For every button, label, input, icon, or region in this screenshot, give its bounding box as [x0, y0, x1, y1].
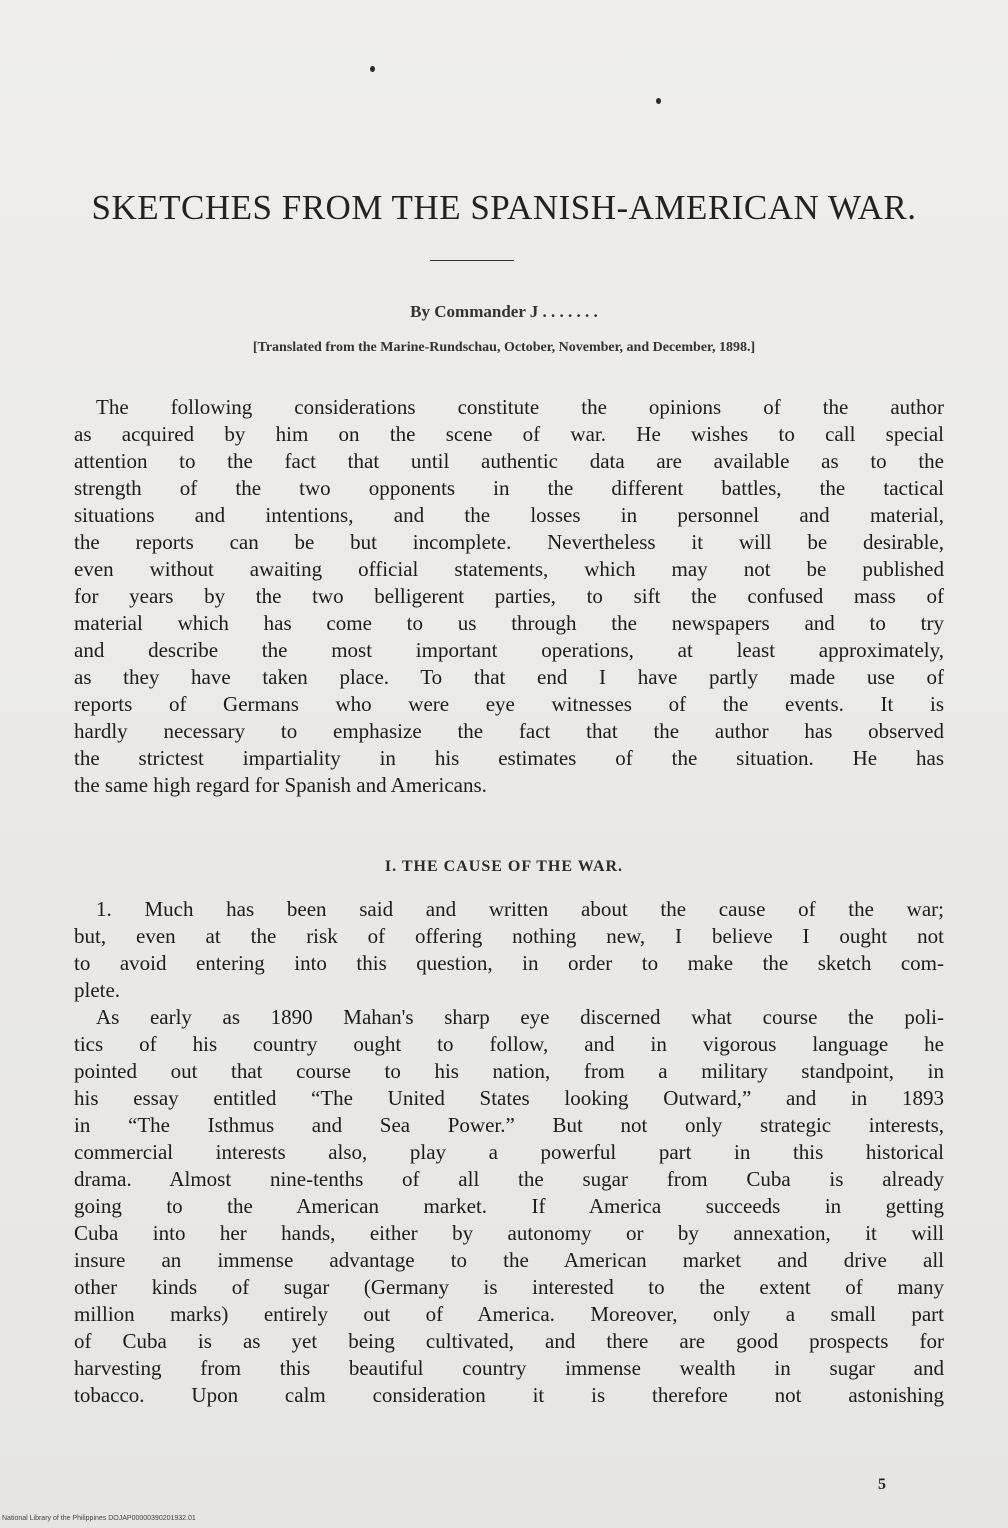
- text-line: tics of his country ought to follow, and in vigorous language he: [74, 1032, 944, 1056]
- text-line: even without awaiting official statements, which may not be published: [74, 557, 944, 581]
- text-line: tobacco. Upon calm consideration it is therefore not astonishing: [74, 1383, 944, 1407]
- title-divider: [430, 260, 514, 261]
- text-line: insure an immense advantage to the American market and drive all: [74, 1248, 944, 1272]
- section-body: [74, 896, 944, 1409]
- text-line: reports of Germans who were eye witnesses of the events. It is: [74, 692, 944, 716]
- text-line: The following considerations constitute the opinions of the author: [96, 395, 944, 419]
- text-line: but, even at the risk of offering nothing new, I believe I ought not: [74, 924, 944, 948]
- text-line: situations and intentions, and the losses in personnel and material,: [74, 503, 944, 527]
- text-line: pointed out that course to his nation, from a military standpoint, in: [74, 1059, 944, 1083]
- byline: By Commander J . . . . . . .: [410, 302, 598, 321]
- text-line: As early as 1890 Mahan's sharp eye discerned what course the poli-: [96, 1005, 944, 1029]
- ink-speck: [656, 98, 661, 104]
- intro-paragraph: [74, 394, 944, 799]
- text-line: the same high regard for Spanish and Americans.: [74, 773, 487, 797]
- text-line: commercial interests also, play a powerful part in this historical: [74, 1140, 944, 1164]
- text-line: to avoid entering into this question, in order to make the sketch com-: [74, 951, 944, 975]
- page-number: 5: [878, 1476, 886, 1493]
- text-line: going to the American market. If America succeeds in getting: [74, 1194, 944, 1218]
- text-line: 1. Much has been said and written about the cause of the war;: [96, 897, 944, 921]
- text-line: attention to the fact that until authentic data are available as to the: [74, 449, 944, 473]
- text-line: drama. Almost nine-tenths of all the sugar from Cuba is already: [74, 1167, 944, 1191]
- text-line: material which has come to us through the newspapers and to try: [74, 611, 944, 635]
- text-line: for years by the two belligerent parties, to sift the confused mass of: [74, 584, 944, 608]
- text-line: Cuba into her hands, either by autonomy or by annexation, it will: [74, 1221, 944, 1245]
- text-line: harvesting from this beautiful country immense wealth in sugar and: [74, 1356, 944, 1380]
- text-line: the reports can be but incomplete. Nevertheless it will be desirable,: [74, 530, 944, 554]
- text-line: million marks) entirely out of America. Moreover, only a small part: [74, 1302, 944, 1326]
- text-line: plete.: [74, 978, 121, 1002]
- ink-speck: [370, 66, 375, 72]
- text-line: as acquired by him on the scene of war. He wishes to call special: [74, 422, 944, 446]
- text-line: his essay entitled “The United States looking Outward,” and in 1893: [74, 1086, 944, 1110]
- text-line: of Cuba is as yet being cultivated, and there are good prospects for: [74, 1329, 944, 1353]
- library-footer: National Library of the Philippines DOJAP00000390201932.01: [2, 1515, 196, 1522]
- text-line: other kinds of sugar (Germany is interested to the extent of many: [74, 1275, 944, 1299]
- article-title: SKETCHES FROM THE SPANISH-AMERICAN WAR.: [91, 188, 917, 227]
- text-line: hardly necessary to emphasize the fact that the author has observed: [74, 719, 944, 743]
- text-line: the strictest impartiality in his estimates of the situation. He has: [74, 746, 944, 770]
- text-line: as they have taken place. To that end I have partly made use of: [74, 665, 944, 689]
- text-line: and describe the most important operations, at least approximately,: [74, 638, 944, 662]
- translation-note: [Translated from the Marine-Rundschau, October, November, and December, 1898.]: [252, 340, 756, 355]
- text-line: in “The Isthmus and Sea Power.” But not only strategic interests,: [74, 1113, 944, 1137]
- text-line: strength of the two opponents in the different battles, the tactical: [74, 476, 944, 500]
- section-heading: I. THE CAUSE OF THE WAR.: [384, 858, 624, 875]
